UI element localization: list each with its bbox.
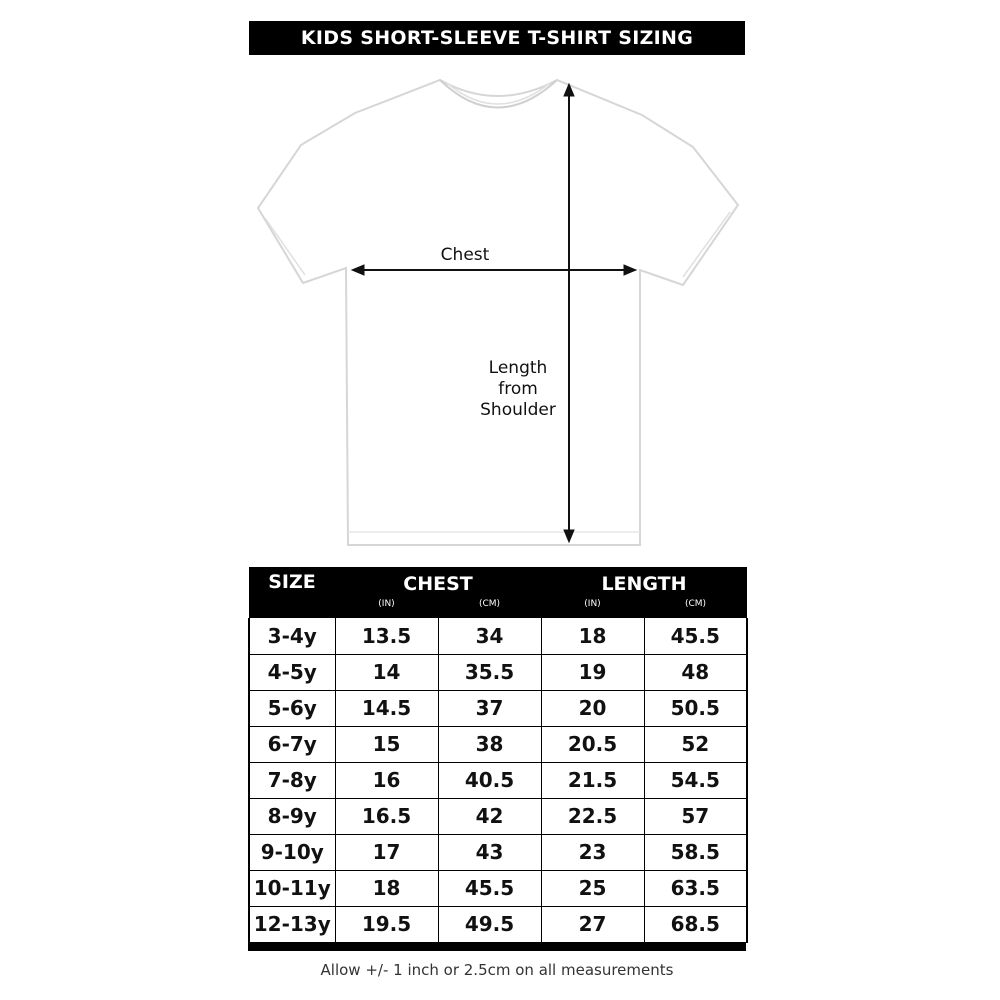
length-in-cell: 27 [541, 906, 644, 942]
measurement-note: Allow +/- 1 inch or 2.5cm on all measurements [320, 961, 674, 979]
length-in-cell: 20 [541, 690, 644, 726]
table-row [249, 906, 747, 942]
chest-in-cell: 14 [335, 654, 438, 690]
size-table [248, 567, 748, 943]
page-title: KIDS SHORT-SLEEVE T-SHIRT SIZING [249, 21, 745, 55]
chest-label: Chest [440, 245, 490, 265]
chest-in-cell: 18 [335, 870, 438, 906]
length-in-header: (IN) [541, 597, 644, 618]
chest-cm-cell: 42 [438, 798, 541, 834]
chest-cm-cell: 34 [438, 618, 541, 654]
length-in-cell: 25 [541, 870, 644, 906]
size-cell: 3-4y [249, 618, 335, 654]
length-in-cell: 20.5 [541, 726, 644, 762]
size-cell: 4-5y [249, 654, 335, 690]
size-cell: 8-9y [249, 798, 335, 834]
chest-in-cell: 19.5 [335, 906, 438, 942]
chest-header: CHEST [335, 567, 541, 597]
chest-cm-cell: 45.5 [438, 870, 541, 906]
chest-in-cell: 17 [335, 834, 438, 870]
table-row [249, 690, 747, 726]
length-cm-cell: 48 [644, 654, 747, 690]
header-row [249, 567, 747, 597]
length-cm-cell: 57 [644, 798, 747, 834]
chest-in-header: (IN) [335, 597, 438, 618]
length-cm-cell: 52 [644, 726, 747, 762]
chest-in-cell: 16 [335, 762, 438, 798]
size-cell: 12-13y [249, 906, 335, 942]
length-cm-cell: 50.5 [644, 690, 747, 726]
size-cell: 10-11y [249, 870, 335, 906]
table-row [249, 762, 747, 798]
chest-in-cell: 16.5 [335, 798, 438, 834]
length-cm-cell: 68.5 [644, 906, 747, 942]
size-cell: 5-6y [249, 690, 335, 726]
chest-cm-cell: 38 [438, 726, 541, 762]
length-in-cell: 22.5 [541, 798, 644, 834]
length-in-cell: 19 [541, 654, 644, 690]
chest-cm-cell: 49.5 [438, 906, 541, 942]
table-row [249, 726, 747, 762]
length-header: LENGTH [541, 567, 747, 597]
table-row [249, 654, 747, 690]
table-row [249, 798, 747, 834]
length-cm-header: (CM) [644, 597, 747, 618]
length-cm-cell: 54.5 [644, 762, 747, 798]
length-label: Length from Shoulder [480, 358, 556, 420]
chest-cm-header: (CM) [438, 597, 541, 618]
length-in-cell: 18 [541, 618, 644, 654]
table-footer-bar [248, 943, 746, 951]
chest-in-cell: 14.5 [335, 690, 438, 726]
table-row [249, 834, 747, 870]
chest-cm-cell: 37 [438, 690, 541, 726]
size-cell: 7-8y [249, 762, 335, 798]
length-cm-cell: 45.5 [644, 618, 747, 654]
chest-cm-cell: 35.5 [438, 654, 541, 690]
table-row [249, 618, 747, 654]
length-in-cell: 23 [541, 834, 644, 870]
chest-in-cell: 13.5 [335, 618, 438, 654]
length-cm-cell: 63.5 [644, 870, 747, 906]
size-header: SIZE [249, 567, 335, 618]
chest-cm-cell: 40.5 [438, 762, 541, 798]
length-cm-cell: 58.5 [644, 834, 747, 870]
size-cell: 9-10y [249, 834, 335, 870]
tshirt-shape [258, 80, 738, 545]
table-row [249, 870, 747, 906]
chest-in-cell: 15 [335, 726, 438, 762]
length-in-cell: 21.5 [541, 762, 644, 798]
size-cell: 6-7y [249, 726, 335, 762]
chest-cm-cell: 43 [438, 834, 541, 870]
